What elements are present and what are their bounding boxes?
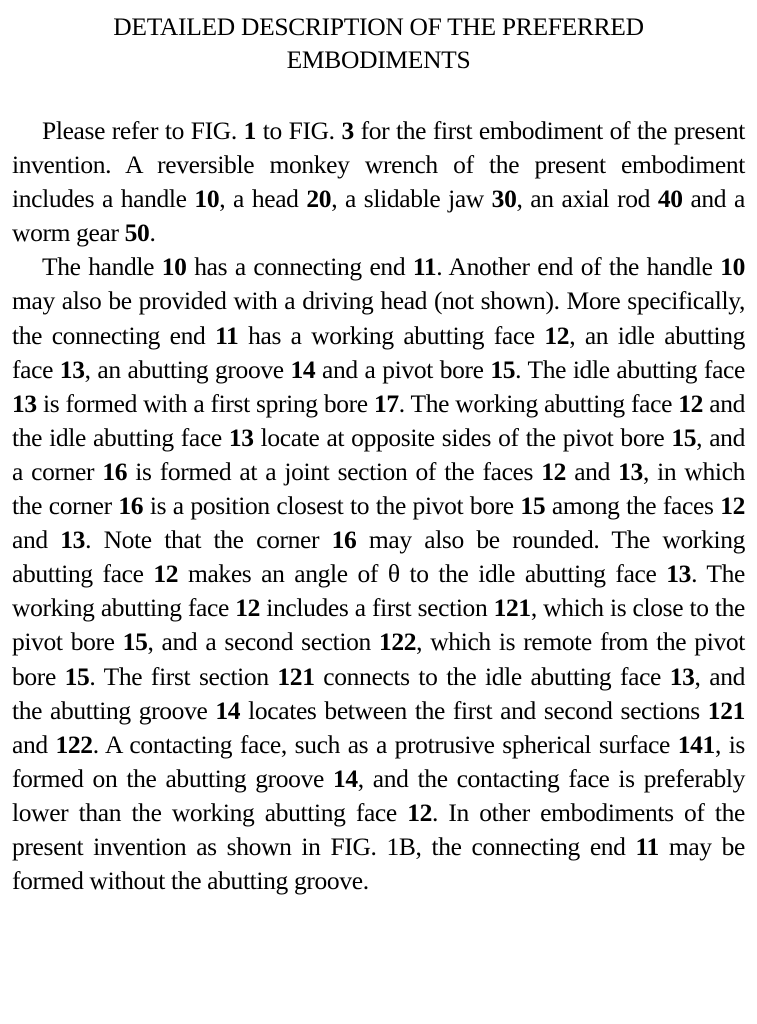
text-run: and a pivot bore — [315, 354, 491, 384]
reference-numeral: 17 — [373, 388, 399, 418]
text-run: has a connecting end — [186, 252, 413, 282]
paragraph — [12, 114, 745, 250]
reference-numeral: 10 — [161, 252, 187, 282]
section-heading — [12, 10, 745, 76]
text-run: . In other embodiments of the present invention as shown in FIG. — [12, 797, 745, 861]
reference-numeral: 15 — [490, 354, 516, 384]
text-run: may be formed without the abutting groove. — [12, 831, 745, 896]
text-run: . The working abutting face — [398, 388, 679, 418]
reference-numeral: 20 — [306, 184, 332, 214]
reference-numeral: 12 — [541, 456, 567, 486]
reference-numeral: 12 — [544, 320, 570, 350]
reference-numeral: 12 — [235, 593, 260, 623]
text-run: . Note that the corner — [85, 525, 332, 555]
text-run: is a position closest to the pivot bore — [143, 491, 521, 521]
section-heading-line-2: EMBODIMENTS — [286, 45, 471, 74]
text-run: , which is remote from the pivot bore — [12, 627, 745, 691]
reference-numeral: 12 — [720, 491, 745, 521]
reference-numeral: 13 — [12, 388, 37, 418]
reference-numeral: 122 — [378, 627, 417, 657]
text-run: and — [12, 525, 61, 555]
reference-numeral: 3 — [341, 116, 354, 145]
text-run: . The working abutting face — [12, 559, 745, 623]
reference-numeral: 11 — [635, 831, 659, 861]
text-run: . The idle abutting face — [515, 354, 745, 384]
text-run: and — [566, 456, 619, 486]
reference-numeral: 16 — [331, 525, 357, 555]
text-run: has a working abutting face — [238, 320, 545, 350]
text-run: . — [149, 218, 156, 248]
text-run: connects to the idle abutting face — [314, 661, 670, 691]
reference-numeral: 121 — [493, 593, 531, 623]
text-run: includes a first section — [260, 593, 494, 623]
text-run: , an axial rod — [516, 184, 658, 214]
document-page — [12, 10, 745, 898]
reference-numeral: 40 — [657, 184, 683, 214]
paragraph — [12, 250, 745, 898]
reference-numeral: 121 — [707, 695, 745, 725]
text-run: among the faces — [545, 491, 721, 521]
text-run: , and the abutting groove — [12, 661, 745, 725]
reference-numeral: 141 — [677, 729, 715, 759]
text-run: , and a second section — [147, 627, 379, 657]
text-run: locates between the first and second sections — [240, 695, 708, 725]
reference-numeral: 15 — [671, 422, 697, 452]
text-run: may also be rounded. The working abutting face — [12, 525, 745, 589]
reference-numeral: 15 — [122, 627, 148, 657]
reference-numeral: 12 — [153, 559, 179, 589]
body-text — [12, 114, 745, 898]
reference-numeral: 10 — [720, 252, 745, 282]
text-run: , a head — [219, 184, 307, 214]
text-run: and — [12, 729, 56, 759]
reference-numeral: 11 — [412, 252, 437, 282]
text-run: . The first section — [89, 661, 278, 691]
text-run: , which is close to the pivot bore — [12, 593, 745, 657]
text-run: to FIG. — [256, 116, 342, 145]
reference-numeral: 15 — [64, 661, 90, 691]
text-run: , in which the corner — [12, 456, 745, 521]
reference-numeral: 13 — [666, 559, 692, 589]
text-run: , and a corner — [12, 422, 745, 486]
text-run: Please refer to FIG. — [42, 116, 244, 145]
reference-numeral: 13 — [59, 354, 85, 384]
text-run: The handle — [42, 252, 162, 282]
text-run: and the idle abutting face — [12, 388, 746, 452]
reference-numeral: 13 — [228, 422, 254, 452]
reference-numeral: 121 — [277, 661, 315, 691]
reference-numeral: 13 — [618, 456, 643, 486]
text-run: . Another end of the handle — [436, 252, 721, 282]
text-run: and a worm gear — [12, 184, 745, 248]
text-run: locate at opposite sides of the pivot bore — [253, 422, 672, 452]
text-run: , the connecting end — [415, 831, 636, 861]
reference-numeral: 10 — [194, 184, 220, 214]
reference-numeral: 13 — [60, 525, 86, 555]
reference-numeral: 16 — [118, 491, 144, 521]
text-run: makes an angle of θ to the idle abutting face — [178, 559, 667, 589]
reference-numeral: 12 — [407, 797, 432, 827]
reference-numeral: 1 — [243, 116, 256, 145]
text-run: may also be provided with a driving head (not shown). More specifically, the connecting end — [12, 286, 745, 350]
reference-numeral: 15 — [520, 491, 546, 521]
reference-numeral: 11 — [215, 320, 239, 350]
text-run: , an abutting groove — [84, 354, 291, 384]
text-run: . A contacting face, such as a protrusive spherical surface — [92, 729, 678, 759]
reference-numeral: 30 — [491, 184, 517, 214]
text-run: , an idle abutting face — [12, 320, 746, 384]
reference-numeral: 16 — [102, 456, 128, 486]
reference-numeral: 13 — [669, 661, 695, 691]
text-run: 1B — [386, 831, 416, 861]
text-run: is formed at a joint section of the faces — [127, 456, 542, 486]
reference-numeral: 12 — [678, 388, 704, 418]
text-run: for the first embodiment of the present invention. A reversible monkey wrench of the present embodiment includes a handle — [12, 116, 745, 214]
text-run: , is formed on the abutting groove — [12, 729, 746, 793]
reference-numeral: 50 — [124, 218, 150, 248]
reference-numeral: 14 — [215, 695, 241, 725]
text-run: , a slidable jaw — [331, 184, 492, 214]
text-run: , and the contacting face is preferably lower than the working abutting face — [12, 763, 746, 827]
reference-numeral: 122 — [55, 729, 93, 759]
reference-numeral: 14 — [290, 354, 316, 384]
reference-numeral: 14 — [332, 763, 358, 793]
text-run: is formed with a first spring bore — [36, 388, 374, 418]
section-heading-line-1: DETAILED DESCRIPTION OF THE PREFERRED — [113, 12, 644, 41]
